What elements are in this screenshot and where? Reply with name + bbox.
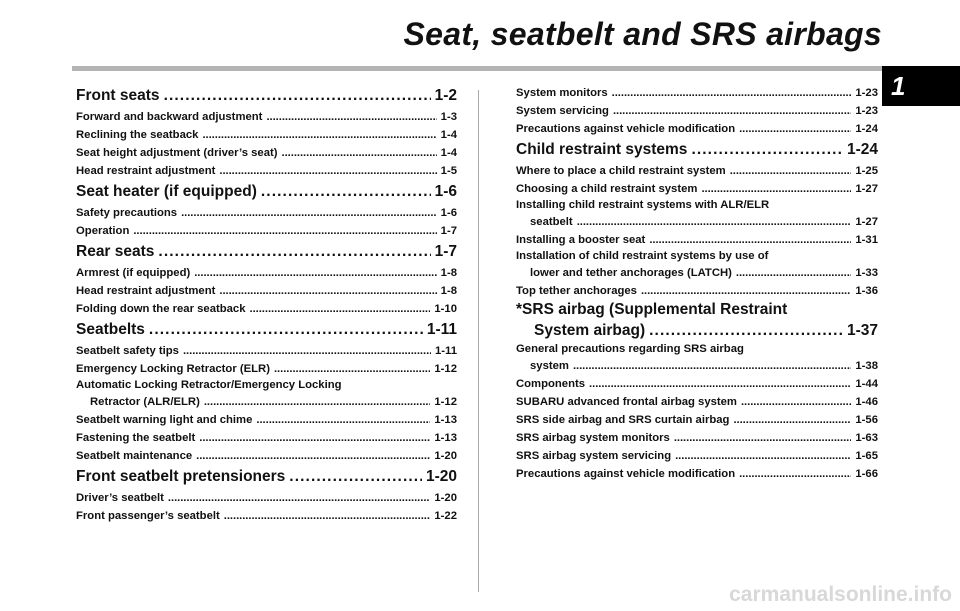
dot-leader <box>675 447 851 465</box>
toc-page-number: 1-37 <box>846 322 878 339</box>
toc-page-number: 1-13 <box>434 432 457 444</box>
toc-left-column <box>76 84 457 525</box>
toc-page-number: 1-38 <box>855 360 878 372</box>
toc-entry-heading: Installation of child restraint systems by use of <box>516 250 769 262</box>
toc-entry-title: System servicing <box>516 105 609 117</box>
toc-entry-title: Driver’s seatbelt <box>76 492 164 504</box>
toc-entry-title: system <box>530 360 569 372</box>
dot-leader <box>194 264 436 282</box>
toc-subsection[interactable] <box>76 429 457 447</box>
toc-page-number: 1-31 <box>855 234 878 246</box>
toc-entry-title: Front passenger’s seatbelt <box>76 510 220 522</box>
dot-leader <box>641 282 851 300</box>
toc-entry-title: Seatbelt warning light and chime <box>76 414 253 426</box>
toc-entry-title: Front seatbelt pretensioners <box>76 468 286 485</box>
toc-section[interactable] <box>76 84 457 108</box>
toc-section[interactable] <box>76 240 457 264</box>
toc-page-number: 1-4 <box>440 129 457 141</box>
toc-subsection[interactable] <box>76 126 457 144</box>
toc-entry-title: SRS side airbag and SRS curtain airbag <box>516 414 730 426</box>
toc-page-number: 1-6 <box>434 183 457 200</box>
toc-entry-title: Retractor (ALR/ELR) <box>90 396 200 408</box>
dot-leader <box>158 240 430 264</box>
toc-right-column <box>516 84 878 483</box>
toc-page-number: 1-4 <box>440 147 457 159</box>
toc-entry-title: Head restraint adjustment <box>76 285 216 297</box>
dot-leader <box>282 144 437 162</box>
dot-leader <box>573 357 851 375</box>
watermark: carmanualsonline.info <box>729 583 952 606</box>
dot-leader <box>199 429 430 447</box>
dot-leader <box>739 120 851 138</box>
toc-page-number: 1-65 <box>855 450 878 462</box>
toc-entry-title: Forward and backward adjustment <box>76 111 263 123</box>
dot-leader <box>274 360 430 378</box>
dot-leader <box>266 108 436 126</box>
toc-entry-heading: General precautions regarding SRS airbag <box>516 343 744 355</box>
toc-subsection[interactable] <box>516 282 878 300</box>
dot-leader <box>250 300 431 318</box>
dot-leader <box>181 204 437 222</box>
toc-subsection[interactable] <box>76 447 457 465</box>
toc-page-number: 1-22 <box>434 510 457 522</box>
toc-page-number: 1-63 <box>855 432 878 444</box>
dot-leader <box>164 84 431 108</box>
dot-leader <box>196 447 430 465</box>
toc-subsection[interactable] <box>516 180 878 198</box>
toc-subsection[interactable] <box>76 264 457 282</box>
toc-entry-title: Seatbelts <box>76 321 145 338</box>
toc-entry-title: Precautions against vehicle modification <box>516 468 736 480</box>
toc-subsection[interactable] <box>76 300 457 318</box>
dot-leader <box>730 162 852 180</box>
dot-leader <box>289 465 422 489</box>
toc-section[interactable] <box>76 318 457 342</box>
toc-section[interactable] <box>76 465 457 489</box>
dot-leader <box>649 231 851 249</box>
dot-leader <box>733 411 851 429</box>
toc-page-number: 1-10 <box>434 303 457 315</box>
toc-page-number: 1-8 <box>440 267 457 279</box>
toc-entry-title: System airbag) <box>534 322 646 339</box>
toc-page-number: 1-23 <box>855 87 878 99</box>
toc-subsection[interactable] <box>516 231 878 249</box>
chapter-number: 1 <box>891 71 906 101</box>
dot-leader <box>613 102 851 120</box>
toc-section[interactable] <box>516 320 878 342</box>
toc-subsection[interactable] <box>516 411 878 429</box>
toc-entry-title: Installing a booster seat <box>516 234 646 246</box>
toc-subsection[interactable] <box>516 393 878 411</box>
toc-page-number: 1-20 <box>425 468 457 485</box>
dot-leader <box>577 213 852 231</box>
toc-page-number: 1-3 <box>440 111 457 123</box>
toc-entry-title: Seat heater (if equipped) <box>76 183 257 200</box>
toc-entry-title: Seatbelt maintenance <box>76 450 193 462</box>
toc-page-number: 1-6 <box>440 207 457 219</box>
toc-entry-title: SRS airbag system monitors <box>516 432 670 444</box>
toc-entry-title: Reclining the seatback <box>76 129 199 141</box>
toc-subsection[interactable] <box>516 264 878 282</box>
toc-subsection[interactable] <box>516 429 878 447</box>
toc-entry-title: Seatbelt safety tips <box>76 345 179 357</box>
dot-leader <box>168 489 430 507</box>
toc-entry-title: Head restraint adjustment <box>76 165 216 177</box>
toc-entry-title: Front seats <box>76 87 160 104</box>
toc-subsection[interactable] <box>516 102 878 120</box>
toc-page-number: 1-27 <box>855 216 878 228</box>
toc-entry-title: Seat height adjustment (driver’s seat) <box>76 147 278 159</box>
toc-entry-title: SRS airbag system servicing <box>516 450 672 462</box>
toc-page-number: 1-46 <box>855 396 878 408</box>
toc-entry-heading: Automatic Locking Retractor/Emergency Locking <box>76 379 342 391</box>
dot-leader <box>589 375 851 393</box>
toc-subsection[interactable] <box>76 489 457 507</box>
toc-subsection[interactable] <box>76 507 457 525</box>
toc-subsection[interactable] <box>516 120 878 138</box>
toc-subsection[interactable] <box>76 282 457 300</box>
toc-page-number: 1-7 <box>434 243 457 260</box>
toc-entry-title: Choosing a child restraint system <box>516 183 698 195</box>
toc-entry-title: Top tether anchorages <box>516 285 637 297</box>
toc-entry-title: Precautions against vehicle modification <box>516 123 736 135</box>
dot-leader <box>736 264 851 282</box>
toc-page-number: 1-66 <box>855 468 878 480</box>
toc-subsection[interactable] <box>76 162 457 180</box>
toc-page-number: 1-36 <box>855 285 878 297</box>
dot-leader <box>649 320 843 342</box>
toc-section[interactable] <box>516 138 878 162</box>
toc-page-number: 1-12 <box>434 396 457 408</box>
toc-subsection[interactable] <box>516 447 878 465</box>
toc-subsection[interactable] <box>516 357 878 375</box>
title-rule <box>72 66 882 71</box>
toc-entry-title: Child restraint systems <box>516 141 688 158</box>
toc-subsection[interactable] <box>76 360 457 378</box>
dot-leader <box>202 126 436 144</box>
toc-entry-heading: *SRS airbag (Supplemental Restraint <box>516 301 788 318</box>
toc-page-number: 1-5 <box>440 165 457 177</box>
toc-subsection[interactable] <box>76 204 457 222</box>
dot-leader <box>256 411 430 429</box>
toc-entry-title: SUBARU advanced frontal airbag system <box>516 396 737 408</box>
toc-page-number: 1-25 <box>855 165 878 177</box>
toc-subsection[interactable] <box>516 375 878 393</box>
toc-entry-title: seatbelt <box>530 216 573 228</box>
toc-page-number: 1-24 <box>846 141 878 158</box>
toc-entry-title: Where to place a child restraint system <box>516 165 726 177</box>
dot-leader <box>691 138 843 162</box>
toc-page-number: 1-7 <box>440 225 457 237</box>
toc-page-number: 1-33 <box>855 267 878 279</box>
toc-entry-title: Rear seats <box>76 243 155 260</box>
toc-entry-title: Safety precautions <box>76 207 178 219</box>
toc-entry-title: Folding down the rear seatback <box>76 303 246 315</box>
toc-subsection[interactable] <box>516 465 878 483</box>
toc-page-number: 1-8 <box>440 285 457 297</box>
toc-page-number: 1-11 <box>426 321 457 338</box>
dot-leader <box>204 393 431 411</box>
toc-subsection[interactable] <box>516 213 878 231</box>
toc-subsection[interactable] <box>516 162 878 180</box>
dot-leader <box>149 318 423 342</box>
toc-subsection[interactable] <box>76 108 457 126</box>
dot-leader <box>612 84 852 102</box>
toc-entry-heading: Installing child restraint systems with ALR/ELR <box>516 199 770 211</box>
toc-page-number: 1-56 <box>855 414 878 426</box>
toc-subsection[interactable] <box>516 84 878 102</box>
toc-page-number: 1-24 <box>855 123 878 135</box>
toc-subsection[interactable] <box>76 144 457 162</box>
dot-leader <box>219 162 436 180</box>
dot-leader <box>739 465 851 483</box>
toc-page-number: 1-2 <box>434 87 457 104</box>
dot-leader <box>261 180 431 204</box>
toc-subsection[interactable] <box>76 342 457 360</box>
dot-leader <box>674 429 852 447</box>
toc-entry-title: Components <box>516 378 586 390</box>
toc-page-number: 1-23 <box>855 105 878 117</box>
toc-page-number: 1-20 <box>434 492 457 504</box>
toc-page-number: 1-13 <box>434 414 457 426</box>
toc-section[interactable] <box>76 180 457 204</box>
toc-page-number: 1-44 <box>855 378 878 390</box>
column-divider <box>478 90 479 592</box>
dot-leader <box>133 222 436 240</box>
page-title: Seat, seatbelt and SRS airbags <box>403 16 882 52</box>
toc-page-number: 1-11 <box>435 345 457 357</box>
toc-entry-title: Emergency Locking Retractor (ELR) <box>76 363 270 375</box>
toc-subsection[interactable] <box>76 411 457 429</box>
dot-leader <box>701 180 851 198</box>
toc-entry-title: System monitors <box>516 87 608 99</box>
toc-subsection[interactable] <box>76 393 457 411</box>
toc-page-number: 1-20 <box>434 450 457 462</box>
toc-entry-title: lower and tether anchorages (LATCH) <box>530 267 732 279</box>
toc-entry-title: Fastening the seatbelt <box>76 432 196 444</box>
dot-leader <box>741 393 851 411</box>
toc-entry-title: Operation <box>76 225 130 237</box>
dot-leader <box>183 342 431 360</box>
toc-page-number: 1-12 <box>434 363 457 375</box>
dot-leader <box>224 507 431 525</box>
toc-page-number: 1-27 <box>855 183 878 195</box>
toc-entry-title: Armrest (if equipped) <box>76 267 191 279</box>
toc-subsection[interactable] <box>76 222 457 240</box>
dot-leader <box>219 282 436 300</box>
